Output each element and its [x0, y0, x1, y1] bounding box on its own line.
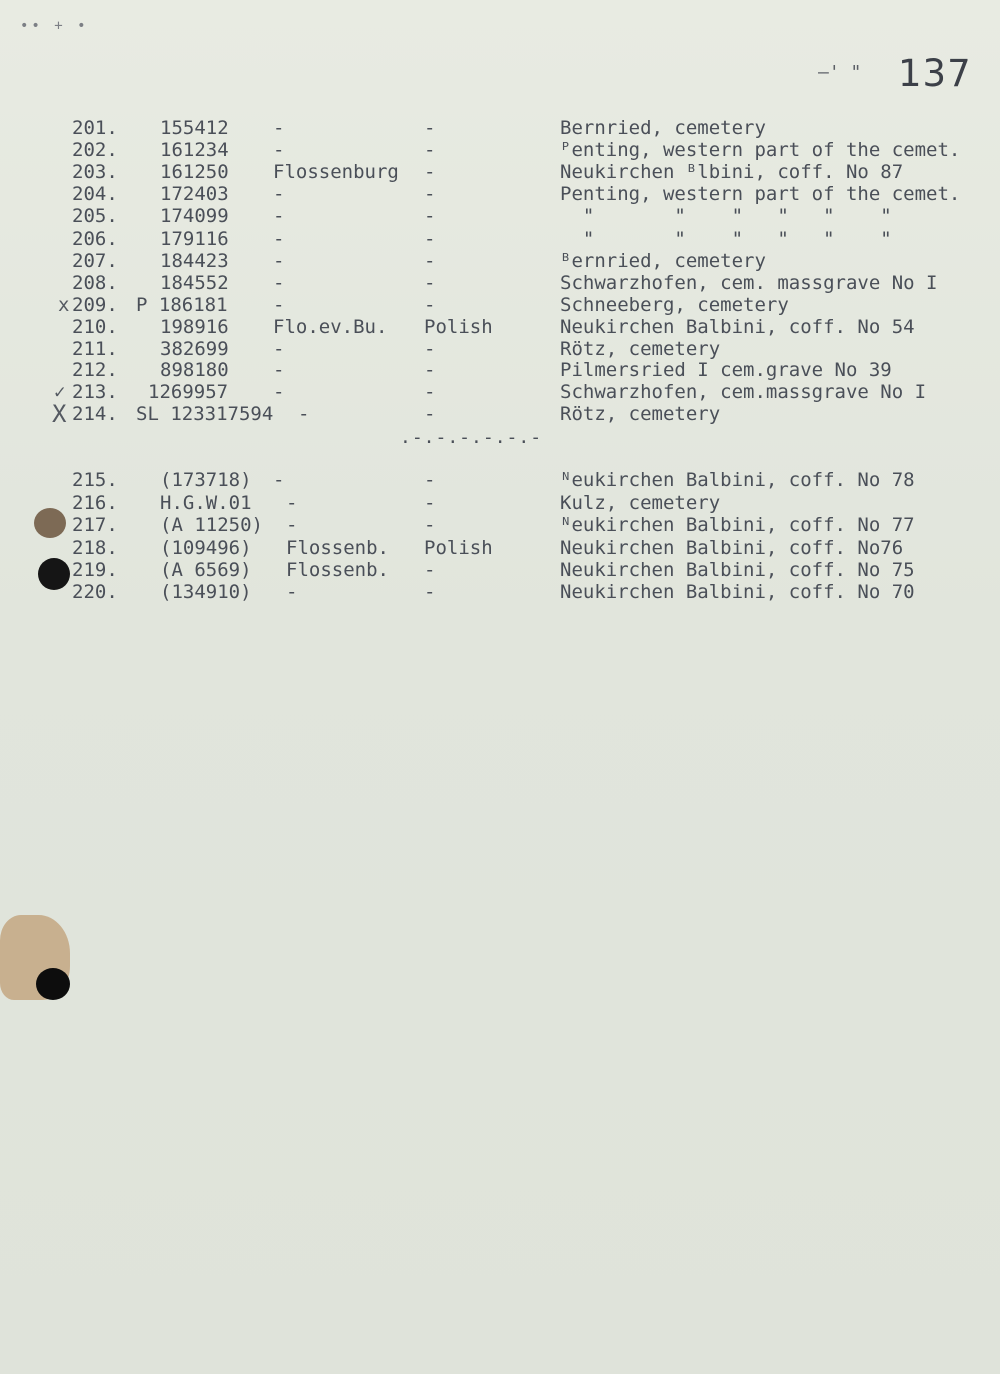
prisoner-number: 1269957 [148, 381, 229, 403]
burial-place: Neukirchen Balbini, coff. No 75 [560, 559, 915, 581]
burial-place: " " " " " " [560, 228, 892, 250]
burial-place: Schwarzhofen, cem. massgrave No I [560, 272, 938, 294]
prisoner-number: (109496) [160, 537, 252, 559]
list-row [0, 228, 1000, 250]
camp: Flossenb. [286, 537, 389, 559]
nationality: - [424, 183, 436, 205]
prisoner-number: 161250 [160, 161, 229, 183]
prisoner-number: 184423 [160, 250, 229, 272]
list-row [0, 161, 1000, 183]
punch-hole [36, 968, 70, 1000]
nationality: - [424, 581, 436, 603]
list-row [0, 250, 1000, 272]
nationality: - [424, 403, 436, 425]
nationality: - [424, 381, 436, 403]
burial-place: ᴺeukirchen Balbini, coff. No 77 [560, 514, 915, 536]
row-number: 210. [72, 316, 118, 338]
camp: - [273, 183, 285, 205]
list-row [0, 514, 1000, 536]
camp: - [298, 403, 310, 425]
row-number: 217. [72, 514, 118, 536]
prisoner-number: H.G.W.01 [160, 492, 252, 514]
row-number: 219. [72, 559, 118, 581]
burial-place: Neukirchen ᴮlbini, coff. No 87 [560, 161, 904, 183]
page-mark: –' " [818, 62, 862, 83]
row-number: 208. [72, 272, 118, 294]
prisoner-number: (134910) [160, 581, 252, 603]
row-number: 206. [72, 228, 118, 250]
row-number: 207. [72, 250, 118, 272]
camp: Flossenburg [273, 161, 399, 183]
list-row [0, 400, 1000, 428]
camp: Flo.ev.Bu. [273, 316, 388, 338]
row-mark: X [52, 400, 67, 428]
row-number: 202. [72, 139, 118, 161]
burial-place: ᴾenting, western part of the cemet. [560, 139, 961, 161]
prisoner-number: 172403 [160, 183, 229, 205]
row-number: 201. [72, 117, 118, 139]
row-number: 211. [72, 338, 118, 360]
camp: - [286, 492, 298, 514]
nationality: - [424, 492, 436, 514]
nationality: - [424, 514, 436, 536]
burial-place: Bernried, cemetery [560, 117, 766, 139]
list-row [0, 294, 1000, 316]
prisoner-number: 382699 [160, 338, 229, 360]
burial-place: Pilmersried I cem.grave No 39 [560, 359, 892, 381]
burial-place: Rötz, cemetery [560, 403, 721, 425]
punch-hole [38, 558, 70, 590]
camp: - [273, 117, 285, 139]
burial-place: Neukirchen Balbini, coff. No 54 [560, 316, 915, 338]
page-number: 137 [898, 52, 972, 95]
list-row [0, 359, 1000, 381]
row-number: 218. [72, 537, 118, 559]
burial-place: ᴺeukirchen Balbini, coff. No 78 [560, 469, 915, 491]
burial-place: ᴮernried, cemetery [560, 250, 766, 272]
list-row [0, 559, 1000, 581]
nationality: - [424, 117, 436, 139]
camp: - [273, 294, 285, 316]
nationality: - [424, 359, 436, 381]
burial-place: Penting, western part of the cemet. [560, 183, 961, 205]
camp: - [273, 228, 285, 250]
row-number: 214. [72, 403, 118, 425]
nationality: - [424, 338, 436, 360]
list-row [0, 338, 1000, 360]
prisoner-number: (A 11250) [160, 514, 263, 536]
list-row [0, 381, 1000, 403]
list-row [0, 581, 1000, 603]
nationality: Polish [424, 316, 493, 338]
prisoner-number: 161234 [160, 139, 229, 161]
row-number: 209. [72, 294, 118, 316]
list-row [0, 492, 1000, 514]
nationality: - [424, 272, 436, 294]
prisoner-number: SL 123317594 [136, 403, 274, 425]
list-row [0, 272, 1000, 294]
prisoner-number: 174099 [160, 205, 229, 227]
prisoner-number: 155412 [160, 117, 229, 139]
burial-place: Schneeberg, cemetery [560, 294, 789, 316]
list-row [0, 537, 1000, 559]
camp: - [273, 381, 285, 403]
prisoner-number: 898180 [160, 359, 229, 381]
row-number: 216. [72, 492, 118, 514]
nationality: - [424, 294, 436, 316]
camp: - [286, 514, 298, 536]
camp: - [273, 359, 285, 381]
punch-hole [34, 508, 66, 538]
camp: - [273, 338, 285, 360]
burial-place: Kulz, cemetery [560, 492, 721, 514]
prisoner-number: P 186181 [136, 294, 228, 316]
prisoner-number: (A 6569) [160, 559, 252, 581]
row-number: 203. [72, 161, 118, 183]
nationality: - [424, 559, 436, 581]
prisoner-number: 198916 [160, 316, 229, 338]
nationality: - [424, 139, 436, 161]
prisoner-number: 179116 [160, 228, 229, 250]
list-row [0, 139, 1000, 161]
row-number: 212. [72, 359, 118, 381]
camp: - [273, 250, 285, 272]
nationality: - [424, 469, 436, 491]
corner-mark: •• + • [20, 18, 89, 34]
burial-place: " " " " " " [560, 205, 892, 227]
nationality: - [424, 161, 436, 183]
nationality: - [424, 250, 436, 272]
row-number: 215. [72, 469, 118, 491]
nationality: - [424, 228, 436, 250]
list-row [0, 117, 1000, 139]
camp: - [273, 139, 285, 161]
burial-place: Neukirchen Balbini, coff. No 70 [560, 581, 915, 603]
row-mark: ✓ [54, 381, 66, 403]
camp: - [273, 205, 285, 227]
camp: Flossenb. [286, 559, 389, 581]
row-mark: x [58, 294, 70, 316]
burial-place: Schwarzhofen, cem.massgrave No I [560, 381, 927, 403]
row-number: 213. [72, 381, 118, 403]
camp: - [273, 272, 285, 294]
prisoner-number: (173718) [160, 469, 252, 491]
row-number: 204. [72, 183, 118, 205]
list-row [0, 183, 1000, 205]
row-number: 205. [72, 205, 118, 227]
nationality: Polish [424, 537, 493, 559]
list-row [0, 316, 1000, 338]
nationality: - [424, 205, 436, 227]
list-row [0, 205, 1000, 227]
row-number: 220. [72, 581, 118, 603]
burial-place: Rötz, cemetery [560, 338, 721, 360]
prisoner-number: 184552 [160, 272, 229, 294]
camp: - [273, 469, 285, 491]
burial-place: Neukirchen Balbini, coff. No76 [560, 537, 904, 559]
list-row [0, 469, 1000, 491]
section-separator: .-.-.-.-.-.- [400, 427, 543, 448]
camp: - [286, 581, 298, 603]
